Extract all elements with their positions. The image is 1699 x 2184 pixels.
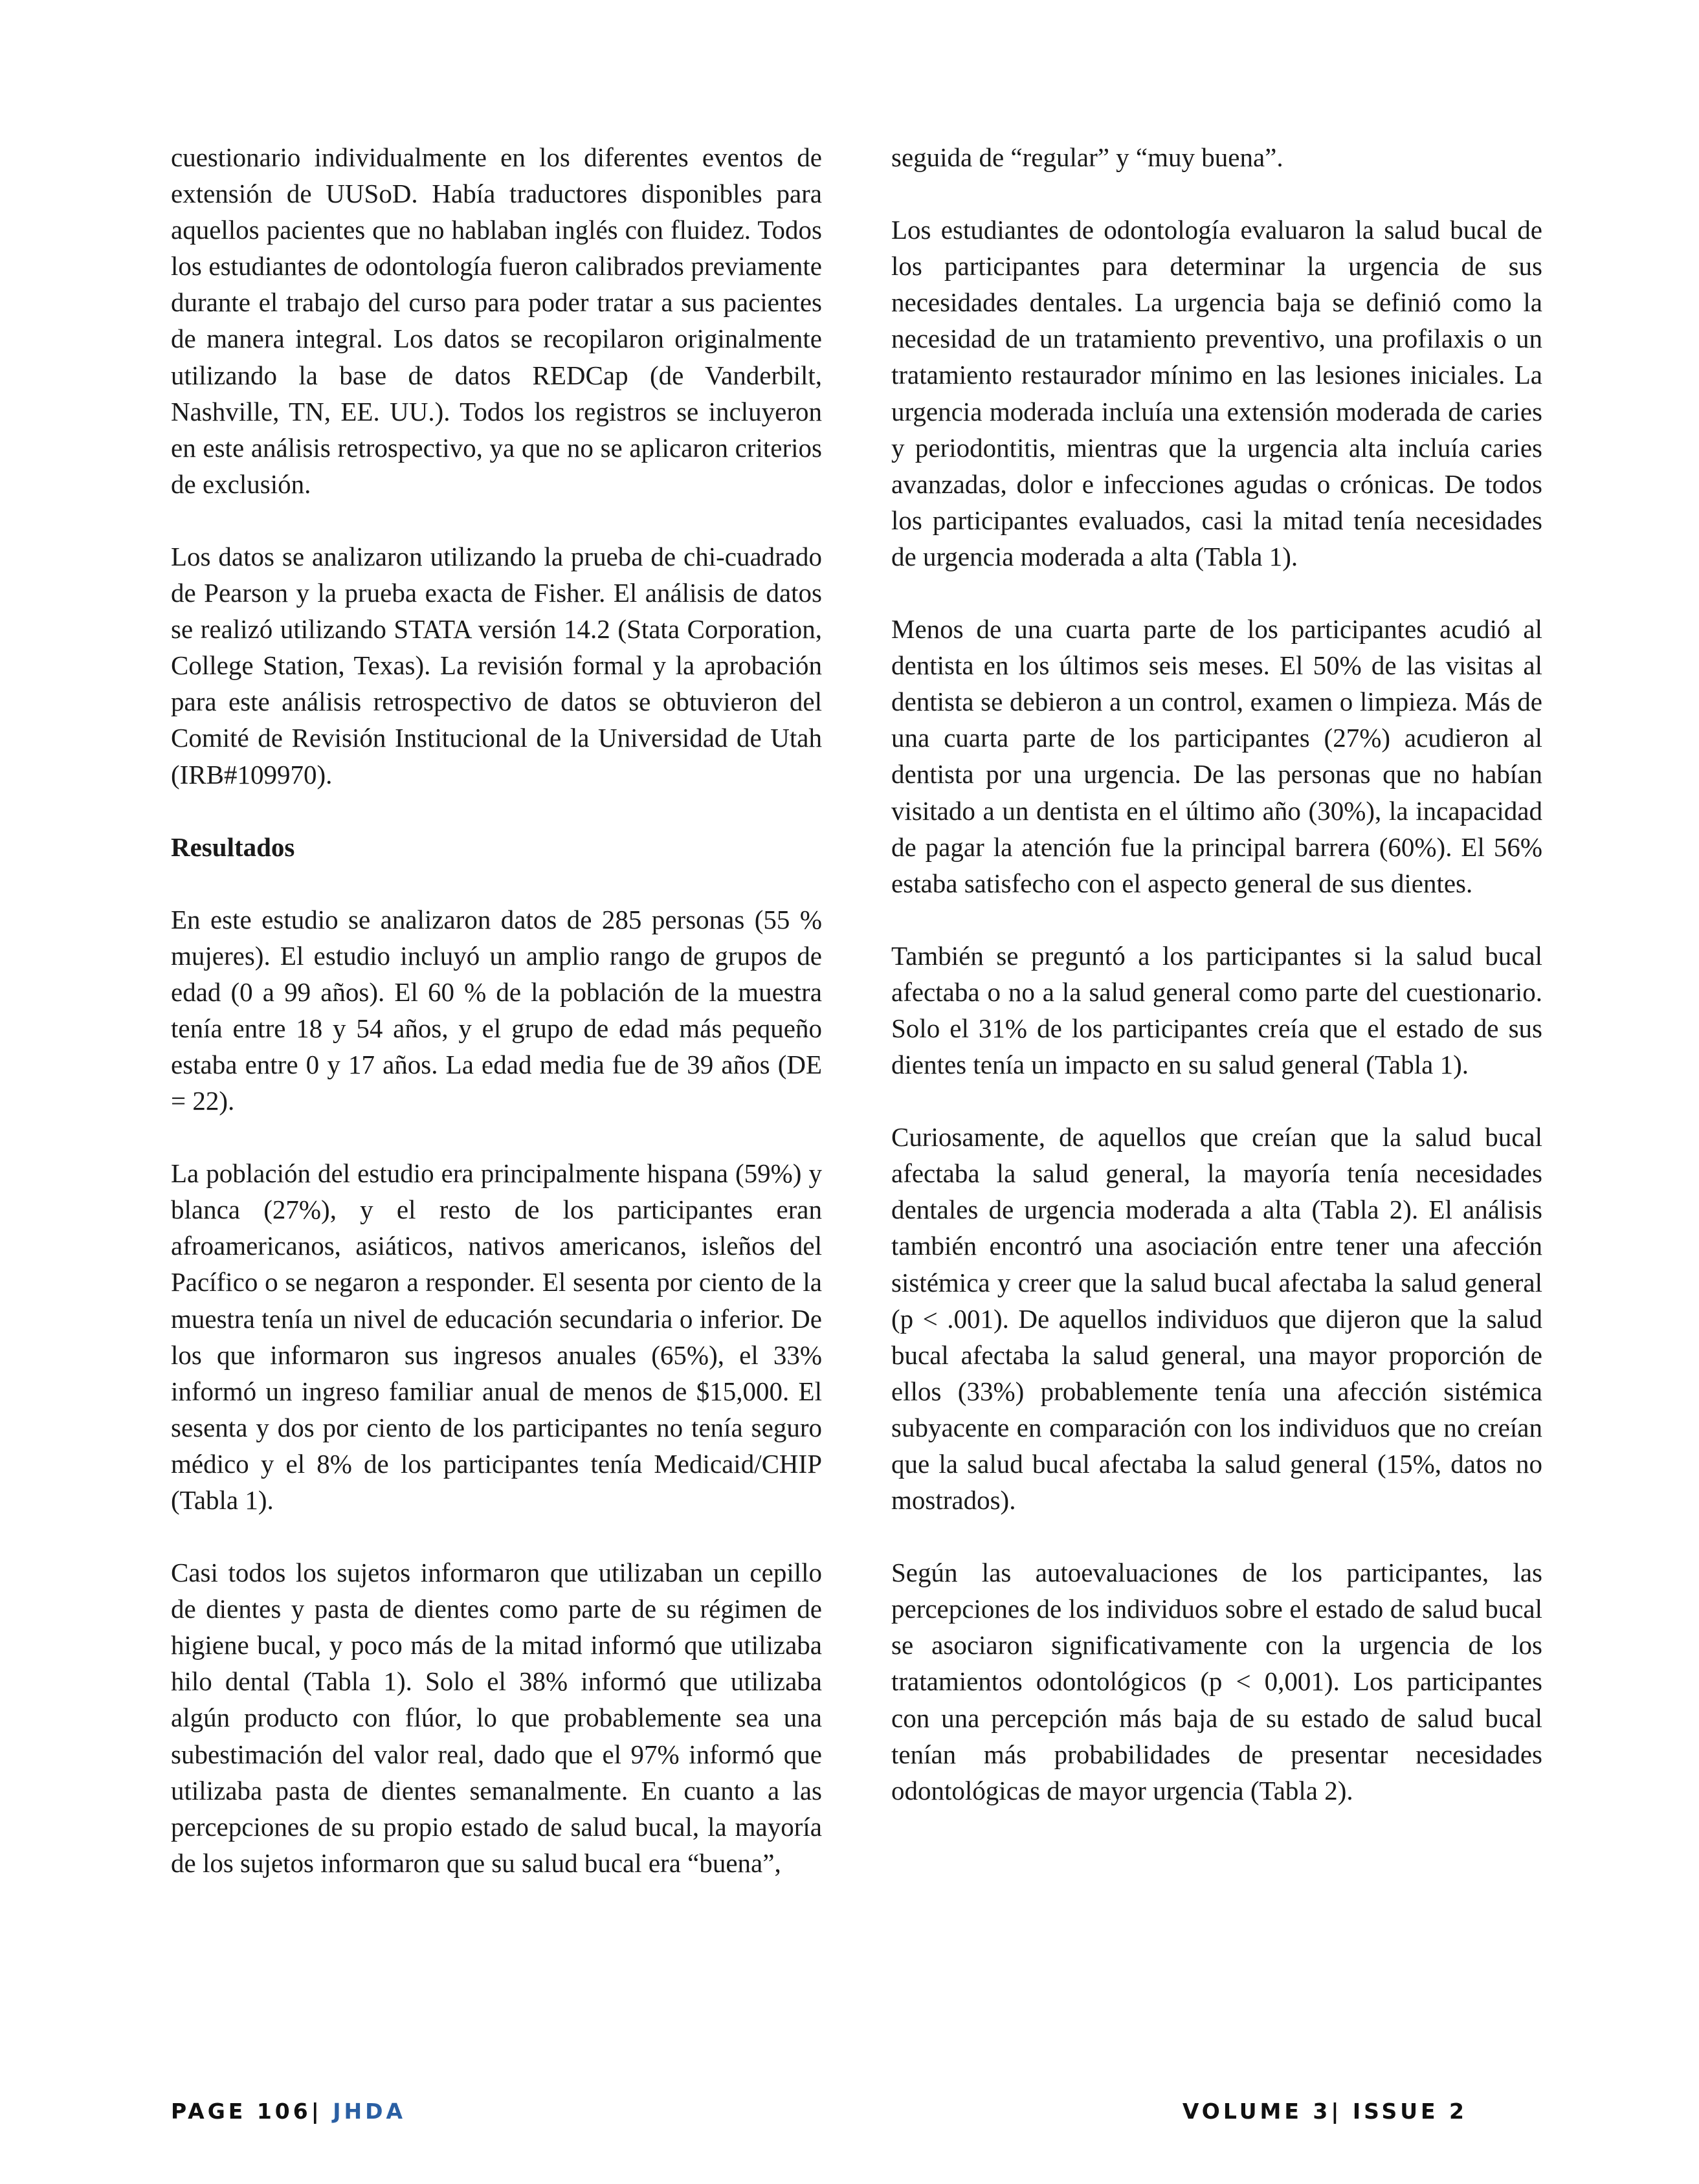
paragraph-urgency: Los estudiantes de odontología evaluaron la salud bucal de los participantes para determinar la urgencia de sus necesidades dentales. La urgencia baja se definió como la necesidad de un tratamiento preventivo, una profilaxis o un tratamiento restaurador mínimo en las lesiones iniciales. La urgencia moderada incluía una extensión moderada de caries y periodontitis, mientras que la urgencia alta incluía caries avanzadas, dolor e infecciones agudas o crónicas. De todos los participantes evaluados, casi la mitad tenía necesidades de urgencia moderada a alta (Tabla 1). <box>891 215 1542 571</box>
left-column <box>171 139 822 1917</box>
paragraph-dentist-visits: Menos de una cuarta parte de los participantes acudió al dentista en los últimos seis meses. El 50% de las visitas al dentista se debieron a un control, examen o limpieza. Más de una cuarta parte de los participantes (27%) acudieron al dentista por una urgencia. De las personas que no habían visitado a un dentista en el último año (30%), la incapacidad de pagar la atención fue la principal barrera (60%). El 56% estaba satisfecho con el aspecto general de sus dientes. <box>891 614 1542 898</box>
paragraph-general-health: También se preguntó a los participantes si la salud bucal afectaba o no a la salud general como parte del cuestionario. Solo el 31% de los participantes creía que el estado de sus dientes tenía un impacto en su salud general (Tabla 1). <box>891 940 1542 1080</box>
paragraph-results-sample: En este estudio se analizaron datos de 285 personas (55 % mujeres). El estudio incluyó un amplio rango de grupos de edad (0 a 99 años). El 60 % de la población de la muestra tenía entre 18 y 54 años, y el grupo de edad más pequeño estaba entre 0 y 17 años. La edad media fue de 39 años (DE = 22). <box>171 904 822 1116</box>
paragraph-methods-collection: cuestionario individualmente en los diferentes eventos de extensión de UUSoD. Había traductores disponibles para aquellos pacientes que no hablaban inglés con fluidez. Todos los estudiantes de odontología fueron calibrados previamente durante el trabajo del curso para poder tratar a sus pacientes de manera integral. Los datos se recopilaron originalmente utilizando la base de datos REDCap (de Vanderbilt, Nashville, TN, EE. UU.). Todos los registros se incluyeron en este análisis retrospectivo, ya que no se aplicaron criterios de exclusión. <box>171 142 822 499</box>
paragraph-self-assessment: Según las autoevaluaciones de los participantes, las percepciones de los individuos sobre el estado de salud bucal se asociaron significativamente con la urgencia de los tratamientos odontológicos (p < 0,001). Los participantes con una percepción más baja de su estado de salud bucal tenían más probabilidades de presentar necesidades odontológicas de mayor urgencia (Tabla 2). <box>891 1558 1542 1805</box>
paragraph-methods-analysis: Los datos se analizaron utilizando la prueba de chi-cuadrado de Pearson y la prueba exacta de Fisher. El análisis de datos se realizó utilizando STATA versión 14.2 (Stata Corporation, College Station, Texas). La revisión formal y la aprobación para este análisis retrospectivo de datos se obtuvieron del Comité de Revisión Institucional de la Universidad de Utah (IRB#109970). <box>171 541 822 789</box>
journal-name: JHDA <box>333 2099 406 2124</box>
paragraph-systemic-condition: Curiosamente, de aquellos que creían que la salud bucal afectaba la salud general, la mayoría tenía necesidades dentales de urgencia moderada a alta (Tabla 2). El análisis también encontró una asociación entre tener una afección sistémica y creer que la salud bucal afectaba la salud general (p < .001). De aquellos individuos que dijeron que la salud bucal afectaba la salud general, una mayor proporción de ellos (33%) probablemente tenía una afección sistémica subyacente en comparación con los individuos que no creían que la salud bucal afectaba la salud general (15%, datos no mostrados). <box>891 1122 1542 1516</box>
paragraph-results-population: La población del estudio era principalmente hispana (59%) y blanca (27%), y el resto de los participantes eran afroamericanos, asiáticos, nativos americanos, isleños del Pacífico o se negaron a responder. El sesenta por ciento de la muestra tenía un nivel de educación secundaria o inferior. De los que informaron sus ingresos anuales (65%), el 33% informó un ingreso familiar anual de menos de $15,000. El sesenta y dos por ciento de los participantes no tenía seguro médico y el 8% de los participantes tenía Medicaid/CHIP (Tabla 1). <box>171 1158 822 1515</box>
paragraph-continuation: seguida de “regular” y “muy buena”. <box>891 142 1283 172</box>
footer-page-number <box>171 2099 406 2124</box>
section-heading-results: Resultados <box>171 832 295 862</box>
right-column <box>891 139 1542 1845</box>
footer-volume-issue: VOLUME 3| ISSUE 2 <box>1182 2099 1467 2124</box>
paragraph-results-hygiene: Casi todos los sujetos informaron que utilizaban un cepillo de dientes y pasta de dientes como parte de su régimen de higiene bucal, y poco más de la mitad informó que utilizaba hilo dental (Tabla 1). Solo el 38% informó que utilizaba algún producto con flúor, lo que probablemente sea una subestimación del valor real, dado que el 97% informó que utilizaba pasta de dientes semanalmente. En cuanto a las percepciones de su propio estado de salud bucal, la mayoría de los sujetos informaron que su salud bucal era “buena”, <box>171 1558 822 1878</box>
page-label: PAGE 106| <box>171 2099 322 2124</box>
